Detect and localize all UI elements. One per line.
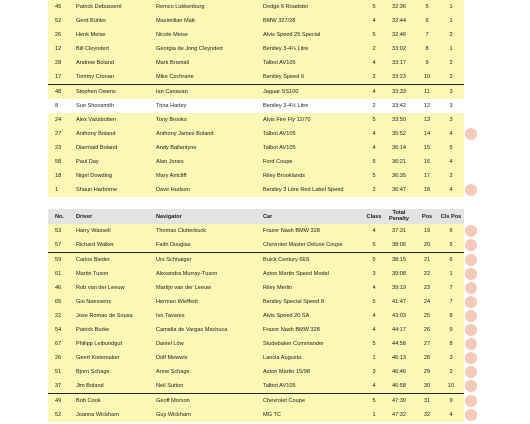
cell-class: 2 [372, 46, 376, 52]
cell-car: Ford Coupe [263, 159, 293, 165]
cell-class: 4 [372, 383, 376, 389]
cell-car: Jaguar SS100 [263, 89, 299, 95]
cell-car: Talbot AV105 [263, 131, 296, 137]
cell-cls-pos: 4 [449, 159, 453, 165]
cell-driver: Bob Cook [76, 398, 101, 404]
cell-navigator: Herman Wiefferit [156, 299, 198, 305]
header-navigator: Navigator [156, 213, 182, 220]
cell-class: 2 [372, 103, 376, 109]
table-row [48, 281, 464, 295]
table-row [48, 56, 464, 70]
cell-no: 52 [55, 412, 62, 418]
cell-no: 61 [55, 271, 62, 277]
cell-navigator: Anne Schage [156, 369, 190, 375]
cell-total-penalty: 33:23 [392, 74, 406, 80]
cell-class: 5 [372, 341, 376, 347]
cell-cls-pos: 4 [449, 131, 453, 137]
cell-total-penalty: 33:17 [392, 60, 406, 66]
cell-car: Aston Martin 15/98 [263, 369, 310, 375]
table-row [48, 169, 464, 183]
table-row [48, 84, 464, 99]
cell-navigator: Ivo Tavares [156, 313, 185, 319]
cell-total-penalty: 38:06 [392, 242, 406, 248]
cell-cls-pos: 5 [449, 145, 453, 151]
cell-pos: 27 [423, 341, 431, 347]
status-dot [465, 254, 477, 266]
cell-total-penalty: 32:44 [392, 18, 406, 24]
status-dot [465, 184, 477, 196]
cell-pos: 31 [423, 398, 431, 404]
cell-navigator: Dave Hudson [156, 187, 190, 193]
status-dot [465, 352, 477, 364]
cell-class: 4 [372, 18, 376, 24]
cell-navigator: Geoff Morson [156, 398, 190, 404]
cell-navigator: Trina Harley [156, 103, 187, 109]
cell-car: Chevrolet Coupe [263, 398, 305, 404]
cell-car: Frazer Nash BMW 328 [263, 327, 320, 333]
cell-driver: Paul Day [76, 159, 99, 165]
cell-driver: Geert Kistemaker [76, 355, 120, 361]
cell-no: 23 [55, 145, 62, 151]
cell-pos: 25 [423, 313, 431, 319]
cell-no: 57 [55, 242, 62, 248]
cell-total-penalty: 37:31 [392, 228, 406, 234]
header-class: Class [366, 213, 382, 220]
cell-no: 49 [55, 398, 62, 404]
cell-pos: 17 [423, 173, 431, 179]
cell-car: Alvis Fire Fly 12/70 [263, 117, 311, 123]
cell-pos: 5 [425, 4, 429, 10]
cell-pos: 13 [423, 117, 431, 123]
cell-cls-pos: 3 [449, 117, 453, 123]
cell-class: 5 [372, 117, 376, 123]
cell-class: 4 [372, 228, 376, 234]
table-row [48, 127, 464, 141]
table-header [48, 209, 464, 224]
status-dot [465, 310, 477, 322]
header-no: No. [55, 213, 65, 220]
cell-total-penalty: 36:35 [392, 173, 406, 179]
cell-total-penalty: 36:14 [392, 145, 406, 151]
table-row [48, 113, 464, 127]
cell-pos: 8 [425, 46, 429, 52]
status-dot [465, 380, 477, 392]
cell-driver: Diarmaid Boland [76, 145, 118, 151]
cell-cls-pos: 9 [449, 327, 453, 333]
cell-class: 5 [372, 159, 376, 165]
cell-cls-pos: 6 [449, 228, 453, 234]
cell-driver: Bjorn Schage [76, 369, 110, 375]
status-dot [465, 338, 477, 350]
table-row [48, 337, 464, 351]
cell-no: 51 [55, 369, 62, 375]
cell-car: Talbot AV105 [263, 145, 296, 151]
cell-navigator: Alan Jones [156, 159, 184, 165]
cell-class: 5 [372, 32, 376, 38]
cell-cls-pos: 10 [447, 383, 455, 389]
cell-navigator: Tony Brooks [156, 117, 187, 123]
cell-cls-pos: 7 [449, 285, 453, 291]
cell-total-penalty: 44:58 [392, 341, 406, 347]
cell-car: Lancia Augusta [263, 355, 302, 361]
table-row [48, 252, 464, 267]
cell-car: Dodge 6 Roadster [263, 4, 309, 10]
table-row [48, 408, 464, 422]
cell-car: Chevrolet Master Deluxe Coupe [263, 242, 343, 248]
cell-navigator: Georgia de Jong Cleyndert [156, 46, 223, 52]
cell-cls-pos: 2 [449, 32, 453, 38]
cell-pos: 24 [423, 299, 431, 305]
cell-pos: 15 [423, 145, 431, 151]
status-dot [465, 268, 477, 280]
cell-navigator: Maximilian Matt [156, 18, 195, 24]
cell-cls-pos: 9 [449, 398, 453, 404]
cell-pos: 16 [423, 159, 431, 165]
cell-no: 45 [55, 4, 62, 10]
cell-navigator: Thomas Clutterbuck [156, 228, 207, 234]
cell-pos: 30 [423, 383, 431, 389]
cell-no: 59 [55, 257, 62, 263]
table-row [48, 224, 464, 238]
cell-car: Bentley 3-4¼ Litre [263, 46, 309, 52]
cell-car: Bentley Special Speed 8 [263, 299, 324, 305]
cell-pos: 14 [423, 131, 431, 137]
table-row [48, 141, 464, 155]
cell-class: 5 [372, 257, 376, 263]
cell-car: Riley Brooklands [263, 173, 305, 179]
cell-no: 54 [55, 327, 62, 333]
cell-cls-pos: 1 [449, 46, 453, 52]
cell-no: 58 [55, 159, 62, 165]
cell-driver: Stephen Owens [76, 89, 116, 95]
header-cls-pos: Cls Pos [440, 213, 462, 220]
cell-total-penalty: 46:46 [392, 369, 406, 375]
cell-navigator: Camelia de Vargas Machuca [156, 327, 228, 333]
cell-cls-pos: 4 [449, 187, 453, 193]
cell-car: Bentley 3-4½ Litre [263, 103, 309, 109]
cell-driver: Gerd Bühler [76, 18, 107, 24]
cell-car: Frazer Nash BMW 328 [263, 228, 320, 234]
cell-car: Talbot AV105 [263, 60, 296, 66]
cell-car: Aston Martin Speed Model [263, 271, 329, 277]
cell-navigator: Martijn van der Leeuw [156, 285, 212, 291]
table-row [48, 238, 464, 252]
cell-pos: 21 [423, 257, 431, 263]
cell-total-penalty: 36:47 [392, 187, 406, 193]
cell-cls-pos: 3 [449, 355, 453, 361]
cell-pos: 18 [423, 187, 431, 193]
cell-class: 2 [372, 74, 376, 80]
cell-driver: Philipp Leibundgut [76, 341, 123, 347]
cell-navigator: Dolf Mewwis [156, 355, 188, 361]
cell-driver: Jose Romao de Sousa [76, 313, 133, 319]
cell-driver: Shaun Harborne [76, 187, 118, 193]
cell-cls-pos: 1 [449, 4, 453, 10]
cell-cls-pos: 2 [449, 369, 453, 375]
cell-class: 5 [372, 398, 376, 404]
cell-navigator: Ian Canavan [156, 89, 188, 95]
cell-driver: Jim Boland [76, 383, 104, 389]
cell-total-penalty: 41:47 [392, 299, 406, 305]
cell-driver: Patrick Burke [76, 327, 110, 333]
table-row [48, 14, 464, 28]
header-driver: Driver [76, 213, 93, 220]
cell-total-penalty: 47:32 [392, 412, 406, 418]
table-row [48, 379, 464, 393]
table-row [48, 70, 464, 84]
cell-class: 4 [372, 89, 376, 95]
cell-car: Bentley Speed 6 [263, 74, 305, 80]
cell-class: 4 [372, 285, 376, 291]
cell-pos: 12 [423, 103, 431, 109]
table-row [48, 99, 464, 113]
status-dot [465, 324, 477, 336]
cell-no: 37 [55, 383, 62, 389]
cell-class: 5 [372, 4, 376, 10]
cell-driver: Gio Naessens [76, 299, 112, 305]
cell-driver: Alex Vassbotten [76, 117, 117, 123]
cell-class: 1 [372, 355, 376, 361]
cell-class: 4 [372, 145, 376, 151]
cell-driver: Andrew Boland [76, 60, 114, 66]
table-row [48, 155, 464, 169]
cell-cls-pos: 8 [449, 313, 453, 319]
cell-pos: 23 [423, 285, 431, 291]
cell-no: 1 [55, 187, 59, 193]
cell-no: 26 [55, 32, 62, 38]
cell-pos: 7 [425, 32, 429, 38]
cell-driver: Sue Shoosmith [76, 103, 114, 109]
cell-pos: 11 [424, 89, 430, 95]
results-table-top [48, 0, 464, 197]
cell-class: 4 [372, 327, 376, 333]
table-row [48, 183, 464, 197]
cell-driver: Bill Cleyndert [76, 46, 109, 52]
cell-pos: 19 [423, 228, 431, 234]
cell-no: 53 [55, 228, 62, 234]
cell-total-penalty: 33:50 [392, 117, 406, 123]
table-row [48, 28, 464, 42]
cell-pos: 32 [423, 412, 431, 418]
cell-navigator: Daniel Löw [156, 341, 184, 347]
cell-navigator: Urs Schnaiger [156, 257, 192, 263]
cell-total-penalty: 39:19 [392, 285, 406, 291]
status-dot [465, 296, 477, 308]
cell-driver: Joanna Wickham [76, 412, 119, 418]
cell-total-penalty: 38:15 [392, 257, 406, 263]
cell-pos: 26 [423, 327, 431, 333]
cell-navigator: Mark Bramall [156, 60, 189, 66]
cell-no: 28 [55, 60, 62, 66]
cell-no: 18 [55, 173, 62, 179]
cell-navigator: Andy Ballantyne [156, 145, 197, 151]
cell-class: 5 [372, 173, 376, 179]
cell-pos: 29 [423, 369, 431, 375]
table-row [48, 393, 464, 408]
cell-navigator: Guy Wickham [156, 412, 191, 418]
cell-no: 12 [55, 46, 62, 52]
cell-no: 26 [55, 355, 62, 361]
cell-car: Studebaker Commander [263, 341, 324, 347]
cell-total-penalty: 47:30 [392, 398, 406, 404]
cell-driver: Carlos Bieder [76, 257, 110, 263]
cell-no: 67 [55, 341, 62, 347]
table-row [48, 267, 464, 281]
cell-total-penalty: 35:52 [392, 131, 406, 137]
header-pos: Pos [421, 213, 433, 220]
status-dot [465, 225, 477, 237]
cell-no: 52 [55, 18, 62, 24]
cell-navigator: Remco Lukkenburg [156, 4, 205, 10]
status-dot [465, 409, 477, 421]
cell-class: 2 [372, 187, 376, 193]
cell-class: 3 [372, 369, 376, 375]
status-dot [465, 366, 477, 378]
cell-class: 4 [372, 313, 376, 319]
cell-no: 48 [55, 89, 62, 95]
cell-car: BMW 327/28 [263, 18, 296, 24]
cell-total-penalty: 32:46 [392, 32, 406, 38]
cell-no: 46 [55, 285, 62, 291]
cell-cls-pos: 4 [449, 412, 453, 418]
cell-car: Bentley 3 Litre Red Label Speed [263, 187, 344, 193]
cell-car: Talbot AV105 [263, 383, 296, 389]
cell-navigator: Anthony James Boland [156, 131, 214, 137]
cell-pos: 20 [423, 242, 431, 248]
cell-class: 1 [372, 412, 376, 418]
cell-total-penalty: 44:17 [392, 327, 406, 333]
cell-total-penalty: 43:03 [392, 313, 406, 319]
cell-driver: Harry Wassell [76, 228, 111, 234]
cell-pos: 10 [423, 74, 431, 80]
cell-class: 5 [372, 299, 376, 305]
cell-driver: Nigel Dowding [76, 173, 113, 179]
cell-pos: 22 [423, 271, 431, 277]
cell-cls-pos: 8 [449, 341, 453, 347]
cell-total-penalty: 33:02 [392, 46, 406, 52]
cell-total-penalty: 33:42 [392, 103, 406, 109]
cell-class: 4 [372, 60, 376, 66]
cell-cls-pos: 7 [449, 299, 453, 305]
cell-car: MG TC [263, 412, 281, 418]
cell-no: 24 [55, 117, 62, 123]
cell-cls-pos: 1 [449, 271, 453, 277]
cell-cls-pos: 2 [449, 60, 453, 66]
cell-navigator: Alexandra Murray-Tuson [156, 271, 218, 277]
cell-total-penalty: 46:58 [392, 383, 406, 389]
cell-driver: Rob van der Leeuw [76, 285, 125, 291]
cell-cls-pos: 5 [449, 242, 453, 248]
cell-cls-pos: 3 [449, 103, 453, 109]
cell-no: 65 [55, 299, 62, 305]
status-dot [465, 128, 477, 140]
cell-class: 3 [372, 271, 376, 277]
cell-cls-pos: 3 [449, 89, 453, 95]
status-dot [465, 239, 477, 251]
cell-navigator: Neil Sutton [156, 383, 184, 389]
header-total-penalty: Total Penalty [389, 210, 409, 222]
cell-cls-pos: 2 [449, 173, 453, 179]
cell-cls-pos: 1 [449, 18, 453, 24]
cell-car: Alvis Speed 20 SA [263, 313, 310, 319]
cell-navigator: Faith Douglas [156, 242, 191, 248]
cell-no: 22 [55, 313, 62, 319]
table-row [48, 365, 464, 379]
cell-driver: Henk Meise [76, 32, 106, 38]
cell-total-penalty: 46:13 [392, 355, 406, 361]
cell-car: Alvis Speed 25 Special [263, 32, 321, 38]
cell-no: 8 [55, 103, 59, 109]
cell-no: 17 [55, 74, 62, 80]
results-table-bottom [48, 209, 464, 422]
cell-navigator: Nicole Meise [156, 32, 189, 38]
table-row [48, 351, 464, 365]
cell-cls-pos: 6 [449, 257, 453, 263]
cell-navigator: Mike Cochrane [156, 74, 194, 80]
cell-car: Riley Merlin [263, 285, 293, 291]
cell-no: 27 [55, 131, 62, 137]
cell-total-penalty: 33:33 [392, 89, 406, 95]
table-row [48, 295, 464, 309]
cell-driver: Patrick Debusseré [76, 4, 122, 10]
cell-car: Buick Century 66S [263, 257, 310, 263]
cell-pos: 6 [425, 18, 429, 24]
cell-navigator: Mary Antcliff [156, 173, 187, 179]
cell-class: 5 [372, 242, 376, 248]
table-row [48, 0, 464, 14]
cell-driver: Anthony Boland [76, 131, 116, 137]
cell-total-penalty: 39:08 [392, 271, 406, 277]
cell-driver: Richard Walker [76, 242, 115, 248]
table-row [48, 323, 464, 337]
table-row [48, 42, 464, 56]
cell-pos: 28 [423, 355, 431, 361]
table-row [48, 309, 464, 323]
cell-driver: Martin Tuson [76, 271, 109, 277]
cell-cls-pos: 2 [449, 74, 453, 80]
status-dot [465, 395, 477, 407]
header-car: Car [263, 213, 273, 220]
cell-pos: 9 [425, 60, 429, 66]
status-dot [465, 282, 477, 294]
cell-total-penalty: 36:21 [392, 159, 406, 165]
cell-total-penalty: 32:36 [392, 4, 406, 10]
cell-driver: Tommy Cronan [76, 74, 114, 80]
cell-class: 4 [372, 131, 376, 137]
